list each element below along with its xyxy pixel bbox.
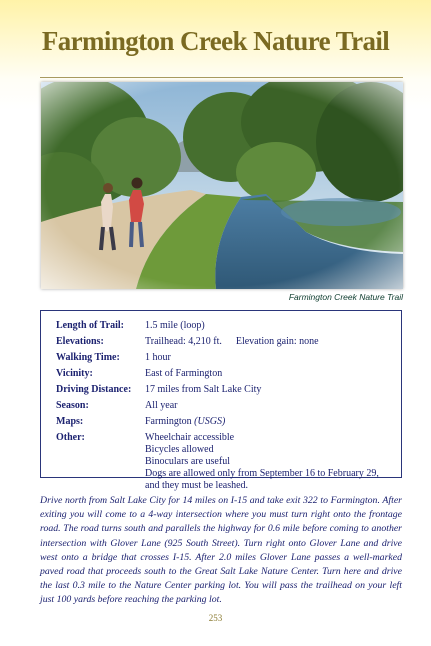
info-label: Driving Distance: xyxy=(56,384,132,395)
info-row-elevations xyxy=(56,336,389,348)
info-row-length xyxy=(56,320,389,332)
info-label: Walking Time: xyxy=(56,352,120,363)
info-row-season xyxy=(56,400,389,412)
info-row-driving-distance xyxy=(56,384,389,396)
info-value xyxy=(145,432,389,492)
map-name: Farmington xyxy=(145,416,192,427)
info-value xyxy=(145,416,389,428)
map-source: (USGS) xyxy=(194,416,226,427)
info-label: Elevations: xyxy=(56,336,104,347)
info-value xyxy=(145,336,389,348)
info-label: Other: xyxy=(56,432,85,443)
page-title: Farmington Creek Nature Trail xyxy=(41,26,390,56)
other-item: Binoculars are useful xyxy=(145,456,230,467)
trailhead-elevation: Trailhead: 4,210 ft. xyxy=(145,336,222,347)
elevation-gain: Elevation gain: none xyxy=(235,336,319,347)
other-item: Bicycles allowed xyxy=(145,444,214,455)
info-row-other xyxy=(56,432,389,492)
info-label: Maps: xyxy=(56,416,84,427)
title-divider xyxy=(40,77,403,78)
photo-caption: Farmington Creek Nature Trail xyxy=(288,292,403,302)
info-value: 1 hour xyxy=(145,352,171,363)
trail-info-box xyxy=(40,310,402,491)
info-label: Vicinity: xyxy=(56,368,93,379)
page-number: 253 xyxy=(208,613,223,623)
info-row-maps xyxy=(56,416,389,428)
info-value: 1.5 mile (loop) xyxy=(145,320,205,331)
info-label: Length of Trail: xyxy=(56,320,124,331)
trail-photo xyxy=(41,82,403,289)
info-value: All year xyxy=(145,400,178,411)
info-row-vicinity xyxy=(56,368,389,380)
other-item: Dogs are allowed only from September 16 to February 29, and they must be leashed. xyxy=(145,468,379,491)
info-row-walking-time xyxy=(56,352,389,364)
other-item: Wheelchair accessible xyxy=(145,432,235,443)
driving-directions: Drive north from Salt Lake City for 14 miles on I-15 and take exit 322 to Farmington. After exiting you will come to a 4-way intersection where you must turn right onto the frontage road. The road turns south and parallels the highway for 0.6 mile before coming to another intersection with Glover Lane (925 South Street). Turn right onto Glover Lane and drive west onto a bridge that crosses I-15. After 2.0 miles Glover Lane passes a well-marked paved road that proceeds south to the Great Salt Lake Nature Center. Turn here and drive the last 0.3 mile to the Nature Center parking lot. You will pass the trailhead on your left just 100 yards before reaching the parking lot. xyxy=(40,495,402,606)
info-value: 17 miles from Salt Lake City xyxy=(145,384,262,395)
info-label: Season: xyxy=(56,400,89,411)
info-value: East of Farmington xyxy=(145,368,223,379)
